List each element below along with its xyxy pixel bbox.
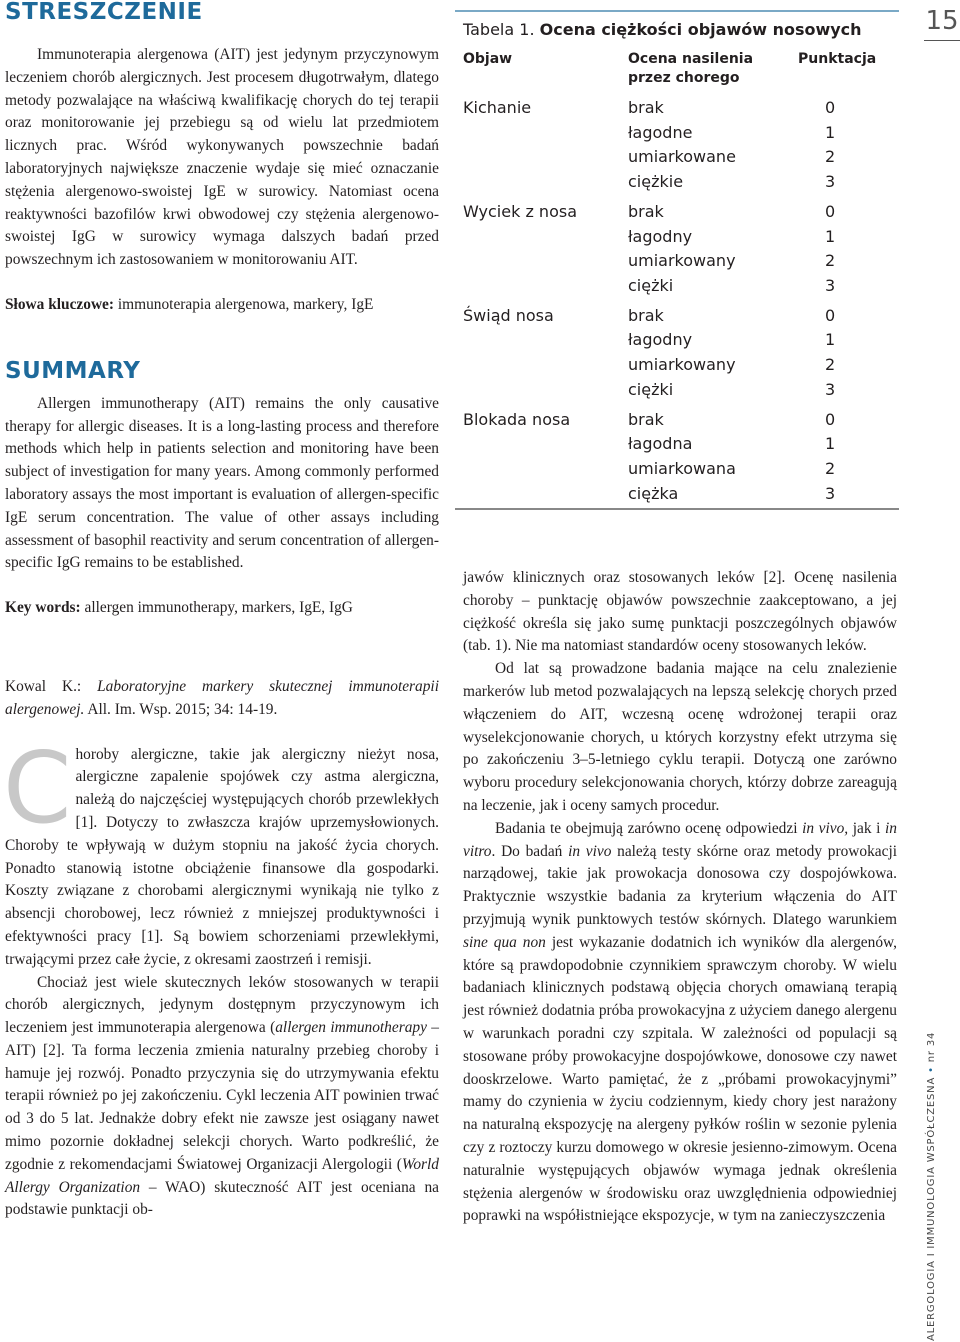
page-number: 15 xyxy=(924,6,960,41)
score-cell: 3 xyxy=(825,379,836,399)
p3-italic-1: in vivo, xyxy=(802,819,849,837)
citation-author: Kowal K.: xyxy=(5,677,98,695)
intro-block xyxy=(3,731,439,972)
score-cell: 3 xyxy=(825,275,836,295)
right-paragraph-3 xyxy=(463,818,897,1228)
severity-cell: ciężka xyxy=(628,483,679,503)
severity-cell: brak xyxy=(628,409,664,429)
header-objaw: Objaw xyxy=(463,51,513,67)
header-punktacja: Punktacja xyxy=(798,51,877,67)
key-words-text: allergen immunotherapy, markers, IgE, IgG xyxy=(80,599,353,617)
score-cell: 3 xyxy=(825,171,836,191)
streszczenie-text: Immunoterapia alergenowa (AIT) jest jedynym przyczynowym leczeniem chorób alergicznych. Jest procesem długotrwałym, dlatego metody pozwalające na właściwą kwalifikację chorych do tej terapii oraz monitorowanie jej przebiegu są od wielu lat przedmiotem licznych prac. Wśród wykonywanych powszechnie badań laboratoryjnych największe znaczenie wydaje się mieć oznaczanie stężenia alergenowo-swoistej IgE w surowicy. Natomiast ocena reaktywności bazofilów krwi obwodowej czy stężenia alergenowo-swoistej IgG w surowicy wymaga dalszych badań przed powszechnym ich zastosowaniem w monitorowaniu AIT. xyxy=(5,46,439,269)
symptom-cell: Wyciek z nosa xyxy=(463,201,577,221)
journal-name: ALERGOLOGIA I IMMUNOLOGIA WSPÓŁCZESNA xyxy=(926,1076,937,1341)
symptom-cell: Świąd nosa xyxy=(463,305,554,325)
severity-cell: ciężki xyxy=(628,275,674,295)
intro-paragraph-1: horoby alergiczne, takie jak alergiczny nieżyt nosa, alergiczne zapalenie spojówek czy astma alergiczna, należą do najczęściej występujących chorób przewlekłych [1]. Dotyczy to zwłaszcza krajów uprzemysłowionych. Choroby te wpływają w dużym stopniu na jakość życia chorych. Ponadto stanowią istotne obciążenie finansowe dla gospodarki. Koszty związane z chorobami alergicznymi wynikają nie tylko z absencji chorobowej, lecz również z mniejszej produktywności i efektywności pracy [1]. Są bowiem schorzeniami przewlekłymi, trwającymi przez całe życie, z okresami zaostrzeń i remisji. xyxy=(5,745,439,968)
slowa-kluczowe xyxy=(5,294,439,317)
score-cell: 2 xyxy=(825,458,836,478)
para2-italic: allergen immunotherapy xyxy=(275,1019,427,1037)
table-bottom-rule xyxy=(455,508,899,510)
p3-d: należą testy skórne oraz metody prowokacji narządowej, takie jak prowokacja donosowa czy dospojówkowa. Praktycznie wszystkie badania za kryterium włączenia do AIT przyjmują wynik punktowych testów skórnych. Dlatego warunkiem xyxy=(463,842,898,928)
score-cell: 1 xyxy=(825,330,836,350)
right-column xyxy=(463,567,897,1228)
severity-cell: łagodny xyxy=(628,226,693,246)
right-paragraph-2: Od lat są prowadzone badania mające na celu znalezienie markerów lub metod pozwalających na lepszą selekcję chorych przed włączeniem do AIT, wczesną ocenę wdrożonej terapii oraz wyselekcjonowanie chorych, u których korzystny efekt utrzyma się po zakończeniu 3–5-letniego cyklu terapii. Dotyczą one zarówno wyboru procedury selekcjonowania chorych, którzy dobrze zareagują na leczenie, jak i oceny samych procedur. xyxy=(463,660,897,814)
score-cell: 0 xyxy=(825,201,836,221)
key-words-label: Key words: xyxy=(5,599,81,617)
p3-italic-2: in vitro xyxy=(463,819,897,860)
score-cell: 2 xyxy=(825,251,836,271)
score-cell: 1 xyxy=(825,434,836,454)
slowa-kluczowe-label: Słowa kluczowe: xyxy=(5,295,115,313)
score-cell: 0 xyxy=(825,98,836,117)
header-ocena: Ocena nasilenia przez chorego xyxy=(628,51,754,86)
citation-title: Laboratoryjne markery skutecznej immunoterapii alergenowej. xyxy=(5,677,439,718)
p3-a: Badania te obejmują zarówno ocenę odpowiedzi xyxy=(495,819,803,837)
score-cell: 2 xyxy=(825,355,836,374)
summary-text: Allergen immunotherapy (AIT) remains the only causative therapy for allergic diseases. It is a long-lasting process and therefore methods which help in patients selection and monitoring have been subject of investigation for many years. Among commonly performed laboratory assays the most important is evaluation of allergen-specific IgE serum concentration. The value of other assays including assessment of basophil reactivity and serum concentration of allergen-specific IgG remains to be established. xyxy=(5,394,439,572)
p3-b: jak i xyxy=(848,819,886,837)
severity-cell: łagodne xyxy=(628,122,693,142)
journal-side-label xyxy=(926,1031,946,1341)
separator-dot: • xyxy=(926,1066,937,1073)
table-title-text: Ocena ciężkości objawów nosowych xyxy=(539,20,862,39)
severity-cell: brak xyxy=(628,98,664,117)
p3-c: . Do badań xyxy=(491,842,569,860)
para2-b: – AIT) [2]. Ta forma leczenia zmienia naturalny przebieg choroby i hamuje jej rozwój. Ponadto przyczynia się do utrzymywania efektu terapii również po jej zakończeniu. Cykl leczenia AIT powinien trwać od 3 do 5 lat. Jednakże dobry efekt nie zawsze jest osiągany nawet mimo pozornie dokładnej selekcji chorych. Warto podkreślić, że zgodnie z rekomendacjami Światowej Organizacji Alergologii ( xyxy=(5,1019,439,1173)
table-header xyxy=(455,48,899,96)
slowa-kluczowe-text: immunoterapia alergenowa, markery, IgE xyxy=(114,295,374,313)
severity-cell: ciężki xyxy=(628,379,674,399)
severity-cell: umiarkowany xyxy=(628,355,736,374)
citation xyxy=(5,676,439,722)
severity-cell: umiarkowane xyxy=(628,147,736,167)
severity-cell: brak xyxy=(628,305,664,325)
table-1 xyxy=(455,10,899,510)
symptom-cell: Kichanie xyxy=(463,98,532,117)
severity-cell: łagodny xyxy=(628,330,693,350)
severity-cell: łagodna xyxy=(628,434,693,454)
score-cell: 2 xyxy=(825,147,836,167)
severity-cell: umiarkowana xyxy=(628,458,736,478)
streszczenie-heading: STRESZCZENIE xyxy=(5,0,203,25)
p3-e: jest wykazanie dodatnich ich wyników dla alergenów, które są prawdopodobnie czynnikiem sprawczym choroby. W wielu badaniach klinicznych podstawą objęcia chorych omawianą terapią jest również dodatnia próba prowokacyjna z użyciem danego alergenu w warunkach poradni czy szpitala. W zależności od populacji są stosowane próby prowokacyjne dospojówkowe, donosowe czy nawet dooskrzelowe. Warto pamiętać, że z „próbami prowokacyjnymi” mamy do czynienia w życiu codziennym, kiedy chory jest narażony na naturalną ekspozycję na alergeny pyłków roślin w sezonie pylenia czy z roztoczy kurzu domowego w okresie jesienno-zimowym. Ocena naturalnie występujących objawów wymaga jednak określenia stężenia alergenów w środowisku oraz uwzględnienia odpowiedniej poprawki na współistniejące ekspozycje, w tym na zanieczyszczenia xyxy=(463,933,897,1225)
score-cell: 1 xyxy=(825,226,836,246)
para2-a: Chociaż jest wiele skutecznych leków stosowanych w terapii chorób alergicznych, jedynym dostępnym przyczynowym ich leczeniem jest immunoterapia alergenowa ( xyxy=(5,973,439,1037)
left-column xyxy=(5,0,439,1222)
right-paragraph-1: jawów klinicznych oraz stosowanych leków [2]. Ocenę nasilenia choroby – punktację objawów powszechnie zaakceptowano, a jej ciężkość określa się jako sumę punktacji poszczególnych objawów (tab. 1). Nie ma natomiast standardów oceny stosowanych leków. xyxy=(463,569,897,655)
score-cell: 0 xyxy=(825,409,836,429)
para2-c: – WAO) skuteczność AIT jest oceniana na podstawie punktacji ob- xyxy=(5,1178,439,1219)
score-cell: 0 xyxy=(825,305,836,325)
p3-italic-4: sine qua non xyxy=(463,933,546,951)
key-words xyxy=(5,597,439,620)
intro-paragraph-2 xyxy=(5,972,439,1223)
para2-italic-2: World Allergy Organization xyxy=(5,1155,439,1196)
symptom-cell: Blokada nosa xyxy=(463,409,571,429)
p3-italic-3: in vivo xyxy=(568,842,612,860)
score-cell: 1 xyxy=(825,122,836,142)
severity-cell: ciężkie xyxy=(628,171,684,191)
score-cell: 3 xyxy=(825,483,836,503)
summary-heading: SUMMARY xyxy=(5,357,141,384)
table-label: Tabela 1. xyxy=(463,20,540,39)
severity-cell: umiarkowany xyxy=(628,251,736,271)
table-title xyxy=(455,10,899,48)
issue-number: nr 34 xyxy=(926,1031,937,1063)
dropcap: C xyxy=(3,731,72,846)
citation-rest: All. Im. Wsp. 2015; 34: 14-19. xyxy=(84,700,278,718)
severity-cell: brak xyxy=(628,201,664,221)
